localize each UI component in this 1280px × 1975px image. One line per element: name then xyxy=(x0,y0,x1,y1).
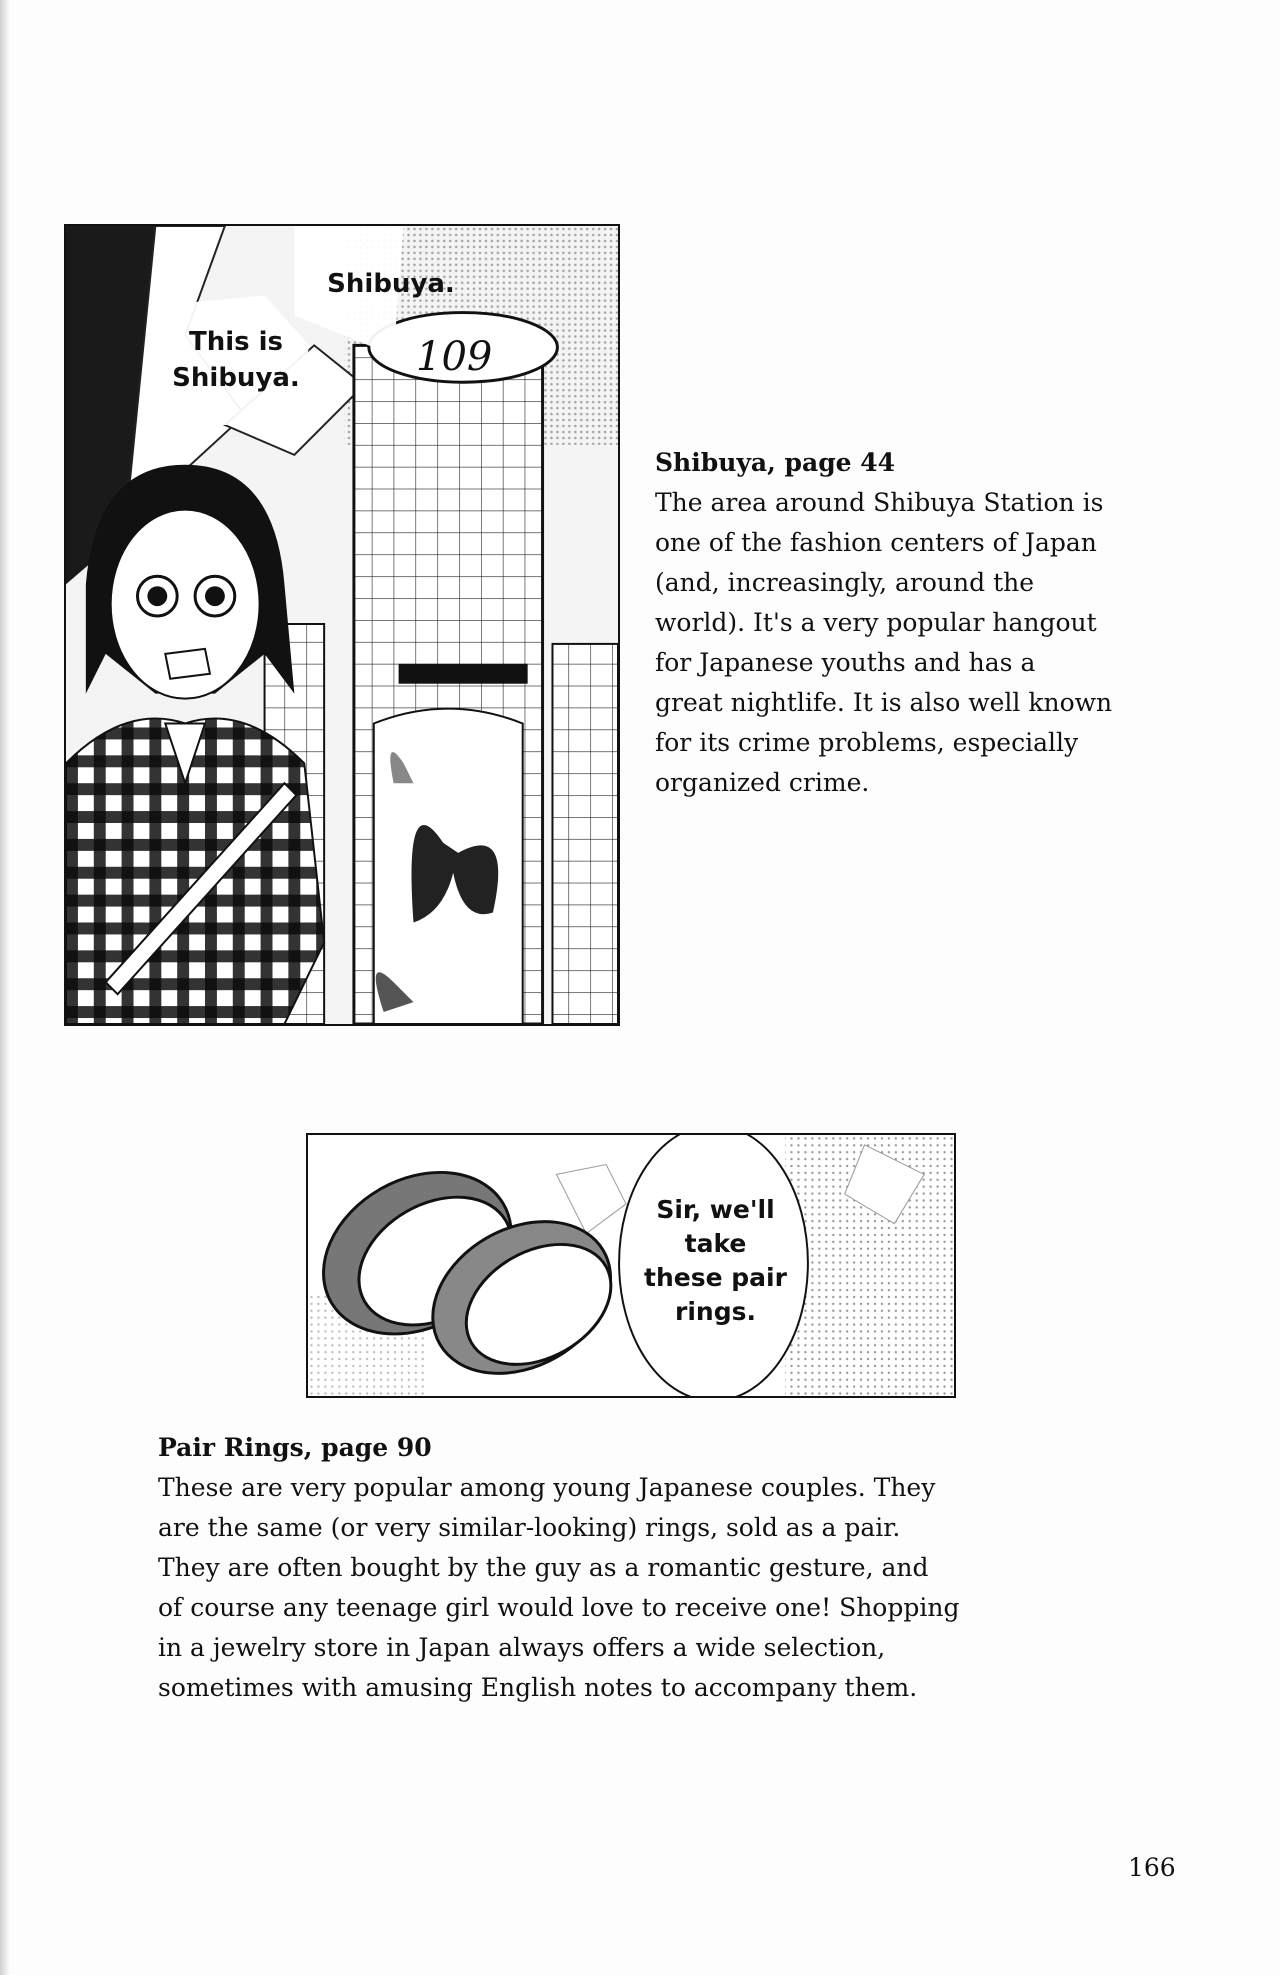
pair-rings-manga-panel xyxy=(306,1133,956,1398)
note-line: for its crime problems, especially xyxy=(655,728,1079,757)
note-line: world). It's a very popular hangout xyxy=(655,608,1097,637)
note-title: Shibuya, page 44 xyxy=(655,448,896,477)
speech-line: Sir, we'll xyxy=(656,1195,775,1224)
speech-bubble-shibuya: Shibuya. xyxy=(327,269,455,299)
note-pair-rings xyxy=(158,1428,1158,1708)
note-title: Pair Rings, page 90 xyxy=(158,1433,432,1462)
note-line: organized crime. xyxy=(655,768,870,797)
note-body xyxy=(158,1468,1158,1708)
speech-bubble-pair-rings xyxy=(643,1193,788,1329)
note-line: The area around Shibuya Station is xyxy=(655,488,1104,517)
speech-bubble-this-is-shibuya xyxy=(161,324,311,396)
note-line: for Japanese youths and has a xyxy=(655,648,1036,677)
shibuya-manga-panel xyxy=(64,224,620,1026)
note-line: in a jewelry store in Japan always offers a wide selection, xyxy=(158,1633,886,1662)
rings-illustration xyxy=(308,1135,954,1396)
speech-line: Shibuya. xyxy=(172,363,300,393)
note-line: These are very popular among young Japanese couples. They xyxy=(158,1473,936,1502)
speech-line: these pair xyxy=(644,1263,787,1292)
note-shibuya xyxy=(655,443,1215,803)
building-sign: 109 xyxy=(416,334,493,380)
note-line: They are often bought by the guy as a romantic gesture, and xyxy=(158,1553,929,1582)
page-number: 166 xyxy=(1128,1853,1176,1882)
note-line: of course any teenage girl would love to receive one! Shopping xyxy=(158,1593,960,1622)
speech-line: rings. xyxy=(675,1297,756,1326)
note-line: great nightlife. It is also well known xyxy=(655,688,1113,717)
note-line: one of the fashion centers of Japan xyxy=(655,528,1097,557)
speech-line: take xyxy=(684,1229,747,1258)
note-line: (and, increasingly, around the xyxy=(655,568,1035,597)
note-body xyxy=(655,483,1215,803)
shibuya-illustration xyxy=(66,226,618,1024)
page-edge-shadow xyxy=(0,0,10,1975)
note-line: are the same (or very similar-looking) rings, sold as a pair. xyxy=(158,1513,901,1542)
speech-line: This is xyxy=(188,327,284,357)
note-line: sometimes with amusing English notes to accompany them. xyxy=(158,1673,918,1702)
